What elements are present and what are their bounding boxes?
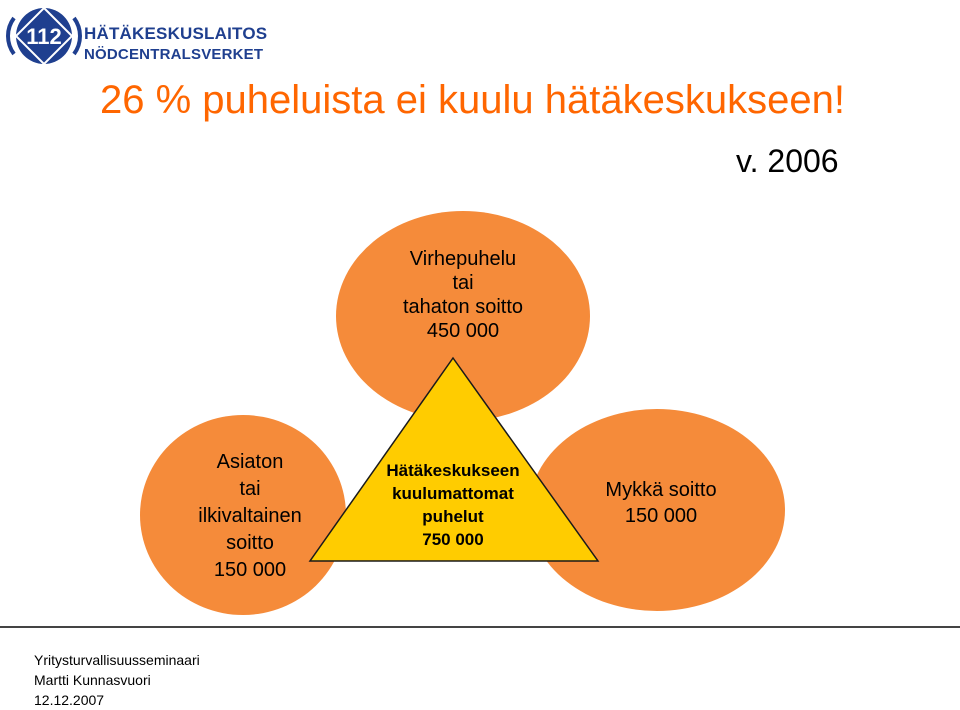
- footer: [0, 624, 960, 708]
- center-node-value: 750 000: [422, 530, 484, 549]
- center-node-line2: kuulumattomat: [392, 484, 514, 503]
- center-node-line1: Hätäkeskukseen: [386, 461, 520, 480]
- left-node-label: [160, 449, 340, 584]
- footer-divider: [0, 626, 960, 628]
- left-node-line4: soitto: [226, 532, 274, 554]
- left-node-line1: Asiaton: [216, 451, 284, 473]
- footer-text: [34, 650, 200, 710]
- top-node-label: [363, 247, 563, 343]
- top-node-line3: tahaton soitto: [402, 296, 524, 318]
- left-node-line3: ilkivaltainen: [198, 505, 302, 527]
- top-node-value: 450 000: [426, 320, 500, 342]
- logo-line1: HÄTÄKESKUSLAITOS: [84, 24, 268, 43]
- center-node-label: [353, 459, 553, 551]
- left-node-value: 150 000: [213, 559, 287, 581]
- top-node-line1: Virhepuhelu: [409, 248, 517, 270]
- logo-line2: NÖDCENTRALSVERKET: [84, 46, 264, 63]
- footer-date: 12.12.2007: [34, 692, 105, 708]
- year-label: v. 2006: [736, 143, 839, 179]
- left-node-line2: tai: [239, 478, 261, 500]
- logo-number: 112: [26, 24, 62, 49]
- right-node-value: 150 000: [624, 505, 698, 527]
- top-node-line2: tai: [452, 272, 474, 294]
- right-node-line1: Mykkä soitto: [605, 479, 717, 501]
- center-node-line3: puhelut: [422, 507, 484, 526]
- footer-event: Yritysturvallisuusseminaari: [34, 652, 200, 668]
- right-node-label: [576, 477, 746, 529]
- footer-author: Martti Kunnasvuori: [34, 672, 151, 688]
- page-title: 26 % puheluista ei kuulu hätäkeskukseen!: [100, 78, 845, 122]
